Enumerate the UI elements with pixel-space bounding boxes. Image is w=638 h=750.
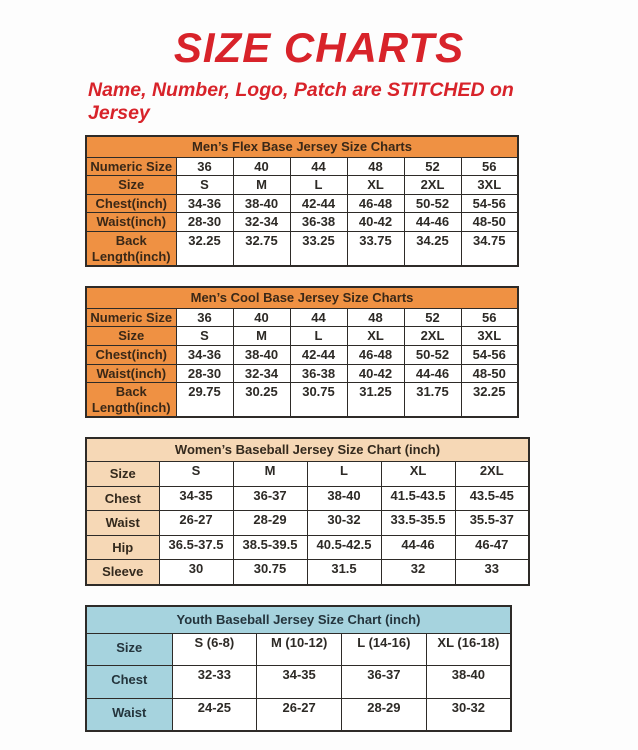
- cell: 54-56: [461, 346, 518, 365]
- table-title-row: [86, 606, 511, 633]
- cell: 30: [159, 560, 233, 585]
- cell: 44: [290, 308, 347, 327]
- row-label: Chest: [86, 666, 172, 699]
- cell: 32-34: [233, 213, 290, 232]
- cell: 30-32: [426, 698, 511, 731]
- cell: 30-32: [307, 511, 381, 536]
- cell: 34.25: [404, 232, 461, 267]
- table-row: [86, 698, 511, 731]
- cell: 34-36: [176, 194, 233, 213]
- cell: M (10-12): [257, 633, 342, 666]
- cell: 2XL: [404, 176, 461, 195]
- cell: 33: [455, 560, 529, 585]
- row-label: Size: [86, 176, 176, 195]
- cell: 42-44: [290, 194, 347, 213]
- cell: 32.25: [176, 232, 233, 267]
- cell: 29.75: [176, 383, 233, 418]
- cell: 28-29: [233, 511, 307, 536]
- cell: 48-50: [461, 213, 518, 232]
- row-label: Back Length(inch): [86, 383, 176, 418]
- table-row: [86, 511, 529, 536]
- cell: 2XL: [404, 327, 461, 346]
- cell: 36.5-37.5: [159, 535, 233, 560]
- cell: 48-50: [461, 364, 518, 383]
- cell: L: [290, 327, 347, 346]
- cell: 36: [176, 308, 233, 327]
- table-row: [86, 232, 518, 267]
- cell: XL: [347, 327, 404, 346]
- cell: 33.5-35.5: [381, 511, 455, 536]
- cell: 33.25: [290, 232, 347, 267]
- cell: 34-35: [257, 666, 342, 699]
- cell: XL: [381, 462, 455, 487]
- cell: 30.75: [290, 383, 347, 418]
- cell: 31.5: [307, 560, 381, 585]
- row-label: Hip: [86, 535, 159, 560]
- row-label: Numeric Size: [86, 308, 176, 327]
- cell: 43.5-45: [455, 486, 529, 511]
- table-title: Men’s Flex Base Jersey Size Charts: [86, 136, 518, 157]
- size-table-mens-flex: [85, 135, 519, 267]
- cell: M: [233, 176, 290, 195]
- cell: 56: [461, 308, 518, 327]
- table-row: [86, 308, 518, 327]
- table-row: [86, 633, 511, 666]
- cell: 48: [347, 308, 404, 327]
- row-label: Size: [86, 633, 172, 666]
- cell: 54-56: [461, 194, 518, 213]
- cell: 3XL: [461, 176, 518, 195]
- row-label: Sleeve: [86, 560, 159, 585]
- cell: 50-52: [404, 194, 461, 213]
- size-table-youth: [85, 605, 512, 732]
- row-label: Size: [86, 327, 176, 346]
- cell: 36: [176, 157, 233, 176]
- cell: 36-37: [342, 666, 427, 699]
- table-row: [86, 194, 518, 213]
- cell: 33.75: [347, 232, 404, 267]
- row-label: Back Length(inch): [86, 232, 176, 267]
- row-label: Waist(inch): [86, 364, 176, 383]
- cell: S: [176, 327, 233, 346]
- table-title: Men’s Cool Base Jersey Size Charts: [86, 287, 518, 308]
- cell: 3XL: [461, 327, 518, 346]
- table-title: Women’s Baseball Jersey Size Chart (inch): [86, 438, 529, 461]
- table-row: [86, 666, 511, 699]
- table-row: [86, 327, 518, 346]
- cell: 40: [233, 308, 290, 327]
- table-row: [86, 364, 518, 383]
- row-label: Size: [86, 462, 159, 487]
- cell: L: [290, 176, 347, 195]
- cell: 26-27: [257, 698, 342, 731]
- cell: 56: [461, 157, 518, 176]
- table-row: [86, 383, 518, 418]
- cell: 38-40: [233, 346, 290, 365]
- cell: 38-40: [307, 486, 381, 511]
- cell: 36-37: [233, 486, 307, 511]
- cell: 52: [404, 308, 461, 327]
- cell: 36-38: [290, 364, 347, 383]
- row-label: Waist: [86, 511, 159, 536]
- cell: 46-48: [347, 346, 404, 365]
- cell: XL: [347, 176, 404, 195]
- table-row: [86, 176, 518, 195]
- cell: 32.25: [461, 383, 518, 418]
- cell: 46-48: [347, 194, 404, 213]
- size-table-mens-cool: [85, 286, 519, 418]
- cell: 34.75: [461, 232, 518, 267]
- table-row: [86, 213, 518, 232]
- cell: 52: [404, 157, 461, 176]
- cell: S: [159, 462, 233, 487]
- size-table-womens: [85, 437, 530, 586]
- cell: M: [233, 462, 307, 487]
- cell: 46-47: [455, 535, 529, 560]
- cell: 40-42: [347, 213, 404, 232]
- cell: 31.75: [404, 383, 461, 418]
- cell: L: [307, 462, 381, 487]
- cell: 28-30: [176, 364, 233, 383]
- cell: M: [233, 327, 290, 346]
- cell: 28-30: [176, 213, 233, 232]
- cell: 40.5-42.5: [307, 535, 381, 560]
- table-title-row: [86, 136, 518, 157]
- cell: XL (16-18): [426, 633, 511, 666]
- table-row: [86, 157, 518, 176]
- cell: 36-38: [290, 213, 347, 232]
- cell: 42-44: [290, 346, 347, 365]
- cell: 38-40: [426, 666, 511, 699]
- table-row: [86, 486, 529, 511]
- table-row: [86, 560, 529, 585]
- cell: 24-25: [172, 698, 257, 731]
- cell: 32.75: [233, 232, 290, 267]
- row-label: Numeric Size: [86, 157, 176, 176]
- cell: 32-33: [172, 666, 257, 699]
- cell: 40: [233, 157, 290, 176]
- cell: 31.25: [347, 383, 404, 418]
- cell: 44-46: [404, 364, 461, 383]
- cell: 32-34: [233, 364, 290, 383]
- cell: 44-46: [404, 213, 461, 232]
- cell: 38.5-39.5: [233, 535, 307, 560]
- row-label: Chest(inch): [86, 194, 176, 213]
- table-title-row: [86, 438, 529, 461]
- row-label: Waist: [86, 698, 172, 731]
- cell: 30.75: [233, 560, 307, 585]
- cell: L (14-16): [342, 633, 427, 666]
- cell: 34-36: [176, 346, 233, 365]
- cell: 44-46: [381, 535, 455, 560]
- cell: S (6-8): [172, 633, 257, 666]
- cell: 41.5-43.5: [381, 486, 455, 511]
- cell: 50-52: [404, 346, 461, 365]
- cell: 30.25: [233, 383, 290, 418]
- cell: 34-35: [159, 486, 233, 511]
- cell: 28-29: [342, 698, 427, 731]
- table-title-row: [86, 287, 518, 308]
- row-label: Chest: [86, 486, 159, 511]
- page-subtitle: Name, Number, Logo, Patch are STITCHED on Jersey: [88, 79, 514, 125]
- table-row: [86, 346, 518, 365]
- row-label: Chest(inch): [86, 346, 176, 365]
- cell: 48: [347, 157, 404, 176]
- cell: 40-42: [347, 364, 404, 383]
- table-row: [86, 462, 529, 487]
- cell: S: [176, 176, 233, 195]
- table-row: [86, 535, 529, 560]
- cell: 38-40: [233, 194, 290, 213]
- cell: 44: [290, 157, 347, 176]
- row-label: Waist(inch): [86, 213, 176, 232]
- cell: 35.5-37: [455, 511, 529, 536]
- cell: 32: [381, 560, 455, 585]
- table-title: Youth Baseball Jersey Size Chart (inch): [86, 606, 511, 633]
- cell: 26-27: [159, 511, 233, 536]
- size-tables-container: [85, 135, 638, 732]
- page-title: SIZE CHARTS: [173, 24, 465, 71]
- cell: 2XL: [455, 462, 529, 487]
